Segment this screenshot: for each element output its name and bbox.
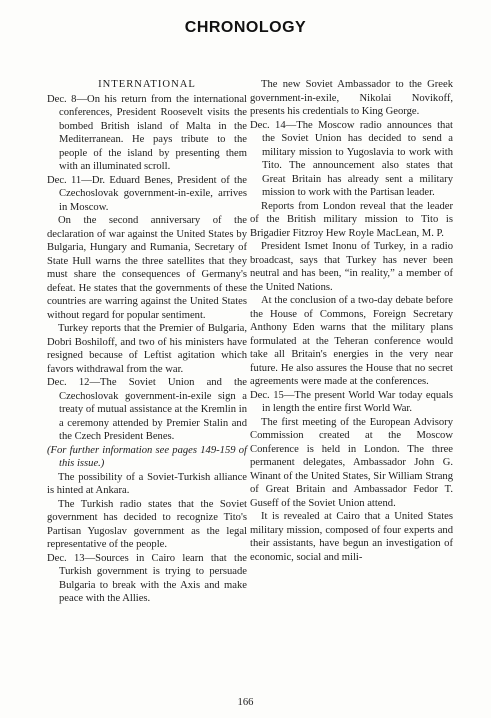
page-title: CHRONOLOGY (184, 19, 307, 36)
paragraph: The Turkish radio states that the Soviet government has decided to recognize Tito's Partisan Yugoslav government as the legal representative of the people. (47, 498, 247, 550)
paragraph: Reports from London reveal that the leader of the British military mission to Tito is Brigadier Fitzroy Hew Royle MacLean, M. P. (250, 200, 453, 239)
paragraph: The first meeting of the European Advisory Commission created at the Moscow Conference is held in London. The three permanent delegates, Ambassador John G. Winant of the United States, Sir William Strang of Great Britain and Ambassador Fedor T. Guseff of the Soviet Union attend. (250, 416, 453, 509)
paragraph: At the conclusion of a two-day debate before the House of Commons, Foreign Secretary Anthony Eden warns that the military plans formulated at the Teheran conference would take all Britain's energies in the very near future. He also assures the House that no secret agreements were made at the conferences. (250, 295, 453, 387)
paragraph: Dec. 14—The Moscow radio announces that the Soviet Union has decided to send a military mission to Yugoslavia to work with Tito. The announcement also states that Great Britain has already sent a military mission to work with the Partisan leader. (250, 119, 453, 198)
paragraph: Dec. 8—On his return from the international conferences, President Roosevelt visits the bombed British island of Malta in the Mediterranean. He pays tribute to the people of the island by presenting them with an illuminated scroll. (47, 93, 247, 172)
paragraph: Dec. 13—Sources in Cairo learn that the Turkish government is trying to persuade Bulgaria to break with the Axis and make peace with the Allies. (47, 552, 247, 604)
paragraph: The possibility of a Soviet-Turkish alliance is hinted at Ankara. (47, 471, 247, 496)
paragraph-note: (For further information see pages 149-159 of this issue.) (47, 444, 247, 469)
paragraph: On the second anniversary of the declaration of war against the United States by Bulgaria, Hungary and Rumania, Secretary of State Hull warns the three satellites that they must share the consequences of Germany's defeat. He states that the governments of these countries are warring against the United States without regard for popular sentiment. (47, 215, 247, 321)
page-number: 166 (237, 697, 254, 708)
paragraph: President Ismet Inonu of Turkey, in a radio broadcast, says that Turkey has never been neutral and has been, “in reality,” a member of the United Nations. (250, 241, 453, 293)
paragraph: Dec. 12—The Soviet Union and the Czechoslovak government-in-exile sign a treaty of mutual assistance at the Kremlin in a ceremony attended by Premier Stalin and the Czech President Benes. (47, 377, 247, 442)
right-column (250, 78, 453, 564)
paragraph: Turkey reports that the Premier of Bulgaria, Dobri Boshiloff, and two of his ministers have resigned because of Leftist agitation which favors withdrawal from the war. (47, 323, 247, 375)
paragraph: Dec. 11—Dr. Eduard Benes, President of the Czechoslovak government-in-exile, arrives in Moscow. (47, 174, 247, 213)
paragraph: The new Soviet Ambassador to the Greek government-in-exile, Nikolai Novikoff, presents his credentials to King George. (250, 79, 453, 117)
paragraph: Dec. 15—The present World War today equals in length the entire first World War. (250, 389, 453, 414)
left-column (47, 78, 247, 606)
section-heading: INTERNATIONAL (98, 79, 196, 90)
paragraph: It is revealed at Cairo that a United States military mission, composed of four experts and their assistants, have begun an investigation of economic, social and mili- (250, 511, 453, 563)
